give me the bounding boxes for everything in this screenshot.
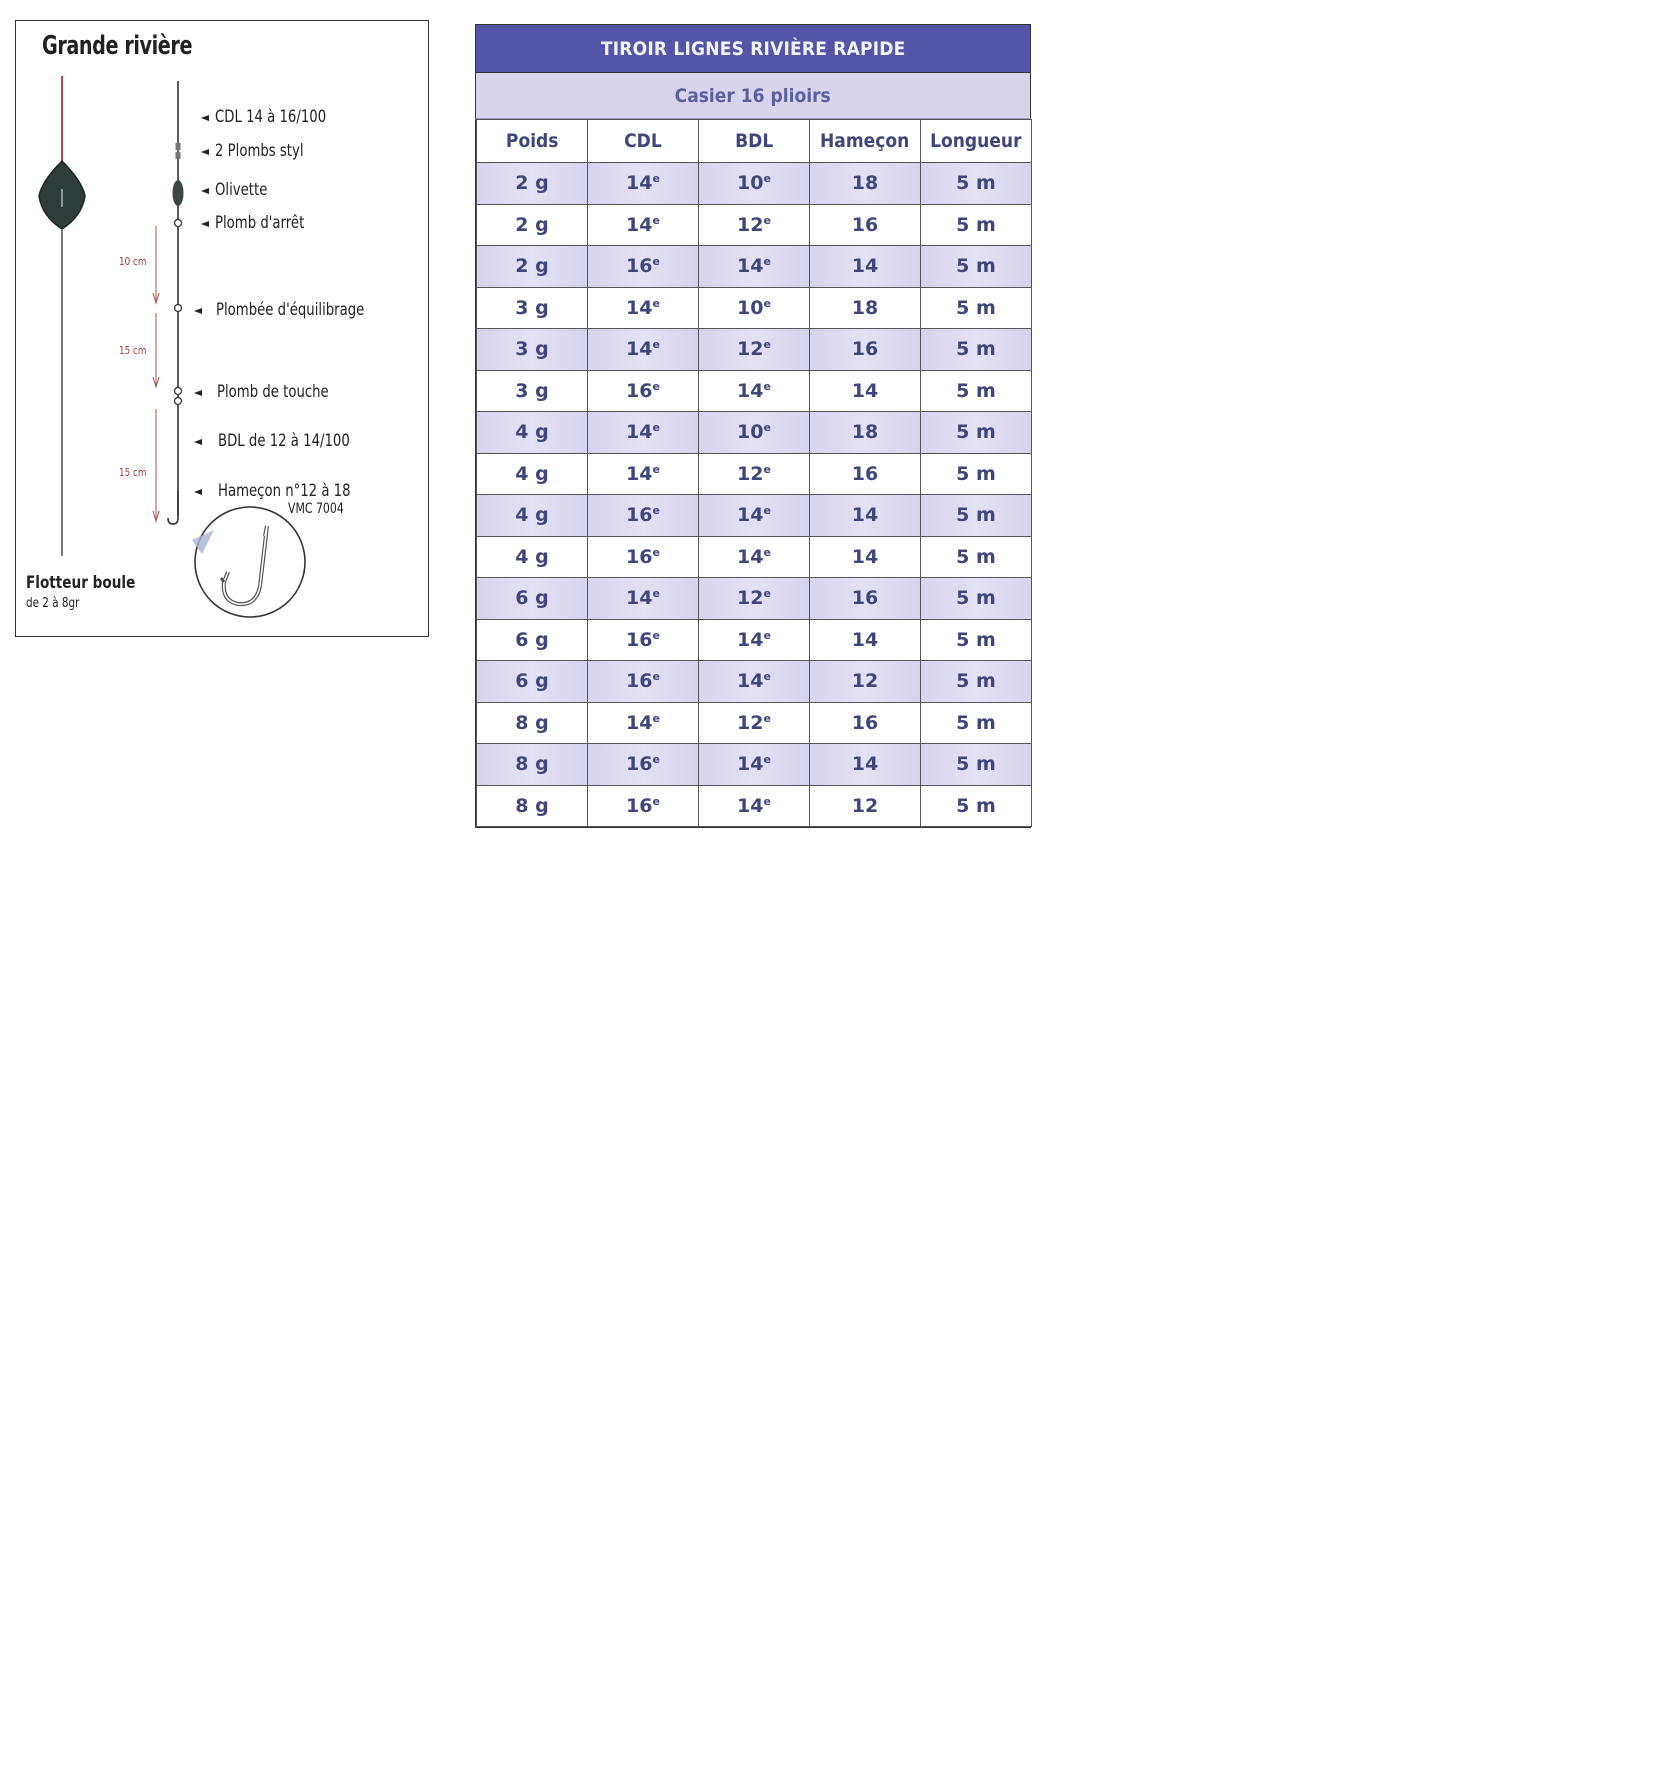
cell-value: 8 g [515, 753, 549, 776]
cell-value: 16 [626, 628, 653, 651]
cell-value: 10 [737, 296, 764, 319]
cell-hamecon [810, 287, 921, 329]
cell-bdl [699, 661, 810, 703]
cell-value: 14 [626, 338, 653, 361]
callout-olivette: Olivette [215, 180, 268, 200]
cell-longueur [921, 163, 1032, 205]
callout-hook-size: Hameçon n°12 à 18 [218, 481, 351, 501]
cell-value: 14 [851, 753, 879, 776]
cell-poids [477, 204, 588, 246]
ordinal-suffix: e [763, 670, 771, 684]
cell-cdl [588, 204, 699, 246]
cell-value: 14 [737, 255, 764, 278]
cell-poids [477, 329, 588, 371]
cell-value: 4 g [515, 462, 549, 485]
ordinal-suffix: e [652, 587, 660, 601]
ordinal-suffix: e [652, 753, 660, 767]
cell-cdl [588, 495, 699, 537]
rig-diagram-panel [15, 20, 429, 637]
ordinal-suffix: e [763, 628, 771, 642]
ordinal-suffix: e [763, 711, 771, 725]
cell-value: 8 g [515, 711, 549, 734]
callout-tell-shot: Plomb de touche [217, 382, 329, 402]
cell-longueur [921, 204, 1032, 246]
callout-balance-shot: Plombée d'équilibrage [216, 300, 365, 320]
ordinal-suffix: e [763, 213, 771, 227]
header-bdl: BDL [699, 120, 810, 163]
callout-arrows [194, 115, 209, 495]
float-range: de 2 à 8gr [26, 596, 80, 611]
ordinal-suffix: e [763, 462, 771, 476]
cell-hamecon [810, 370, 921, 412]
cell-longueur [921, 702, 1032, 744]
table-row [477, 163, 1032, 205]
cell-cdl [588, 163, 699, 205]
table-row [477, 661, 1032, 703]
cell-hamecon [810, 744, 921, 786]
cell-value: 16 [626, 504, 653, 527]
cell-value: 14 [851, 255, 879, 278]
cell-cdl [588, 370, 699, 412]
cell-poids [477, 785, 588, 827]
measure-label: 15 cm [119, 344, 147, 357]
cell-value: 5 m [956, 711, 996, 734]
cell-value: 16 [851, 213, 879, 236]
callout-main-line: CDL 14 à 16/100 [215, 107, 327, 127]
cell-hamecon [810, 246, 921, 288]
cell-value: 14 [851, 379, 879, 402]
cell-poids [477, 744, 588, 786]
cell-bdl [699, 412, 810, 454]
ordinal-suffix: e [652, 545, 660, 559]
cell-value: 14 [626, 172, 653, 195]
cell-cdl [588, 744, 699, 786]
cell-bdl [699, 744, 810, 786]
cell-value: 16 [851, 587, 879, 610]
cell-value: 16 [851, 462, 879, 485]
cell-value: 14 [626, 587, 653, 610]
cell-longueur [921, 495, 1032, 537]
cell-value: 2 g [515, 213, 549, 236]
cell-poids [477, 661, 588, 703]
cell-longueur [921, 412, 1032, 454]
cell-value: 14 [626, 213, 653, 236]
cell-value: 3 g [515, 338, 549, 361]
cell-value: 16 [626, 753, 653, 776]
cell-bdl [699, 163, 810, 205]
stop-shot-icon [175, 220, 182, 227]
ordinal-suffix: e [763, 794, 771, 808]
cell-longueur [921, 287, 1032, 329]
cell-hamecon [810, 785, 921, 827]
cell-cdl [588, 702, 699, 744]
cell-value: 14 [851, 504, 879, 527]
cell-longueur [921, 370, 1032, 412]
cell-value: 5 m [956, 338, 996, 361]
cell-poids [477, 578, 588, 620]
cell-value: 14 [737, 545, 764, 568]
cell-bdl [699, 370, 810, 412]
cell-hamecon [810, 495, 921, 537]
cell-hamecon [810, 578, 921, 620]
cell-value: 5 m [956, 670, 996, 693]
cell-longueur [921, 744, 1032, 786]
cell-poids [477, 370, 588, 412]
cell-cdl [588, 619, 699, 661]
cell-value: 5 m [956, 504, 996, 527]
ordinal-suffix: e [652, 296, 660, 310]
hook-icon [168, 491, 178, 524]
ordinal-suffix: e [652, 172, 660, 186]
cell-cdl [588, 412, 699, 454]
ordinal-suffix: e [652, 504, 660, 518]
ordinal-suffix: e [652, 711, 660, 725]
cell-value: 18 [851, 172, 879, 195]
cell-value: 4 g [515, 545, 549, 568]
cell-bdl [699, 246, 810, 288]
cell-hamecon [810, 163, 921, 205]
ordinal-suffix: e [652, 421, 660, 435]
cell-longueur [921, 578, 1032, 620]
cell-poids [477, 246, 588, 288]
ordinal-suffix: e [652, 670, 660, 684]
tell-shot-icon [175, 398, 182, 405]
table-row [477, 702, 1032, 744]
cell-value: 5 m [956, 794, 996, 817]
header-poids: Poids [477, 120, 588, 163]
cell-bdl [699, 619, 810, 661]
cell-longueur [921, 536, 1032, 578]
table-row [477, 412, 1032, 454]
cell-longueur [921, 661, 1032, 703]
ordinal-suffix: e [763, 379, 771, 393]
cell-poids [477, 453, 588, 495]
callout-hooklength: BDL de 12 à 14/100 [218, 431, 350, 451]
cell-poids [477, 163, 588, 205]
cell-longueur [921, 453, 1032, 495]
cell-poids [477, 619, 588, 661]
cell-value: 16 [626, 670, 653, 693]
cell-bdl [699, 453, 810, 495]
table-row [477, 744, 1032, 786]
cell-value: 12 [851, 794, 879, 817]
cell-poids [477, 495, 588, 537]
table-row [477, 536, 1032, 578]
cell-hamecon [810, 412, 921, 454]
ordinal-suffix: e [652, 628, 660, 642]
ordinal-suffix: e [652, 255, 660, 269]
cell-value: 5 m [956, 545, 996, 568]
table-row [477, 370, 1032, 412]
ordinal-suffix: e [652, 213, 660, 227]
cell-hamecon [810, 204, 921, 246]
rig-table [475, 24, 1031, 828]
cell-longueur [921, 329, 1032, 371]
cell-cdl [588, 329, 699, 371]
cell-value: 12 [737, 587, 764, 610]
cell-cdl [588, 453, 699, 495]
table-row [477, 204, 1032, 246]
ordinal-suffix: e [763, 753, 771, 767]
table-row [477, 453, 1032, 495]
cell-value: 12 [737, 338, 764, 361]
cell-value: 6 g [515, 670, 549, 693]
cell-value: 4 g [515, 504, 549, 527]
cell-longueur [921, 785, 1032, 827]
measure-label: 10 cm [119, 255, 147, 268]
cell-value: 10 [737, 421, 764, 444]
table-row [477, 246, 1032, 288]
table-subtitle: Casier 16 plioirs [475, 72, 1031, 119]
cell-value: 16 [851, 711, 879, 734]
float-name: Flotteur boule [26, 573, 136, 593]
cell-value: 14 [851, 628, 879, 651]
cell-value: 12 [737, 462, 764, 485]
callout-stop-shot: Plomb d'arrêt [215, 213, 305, 233]
cell-value: 5 m [956, 213, 996, 236]
cell-bdl [699, 578, 810, 620]
cell-value: 5 m [956, 587, 996, 610]
cell-value: 14 [737, 794, 764, 817]
cell-value: 14 [626, 296, 653, 319]
cell-value: 16 [626, 545, 653, 568]
cell-value: 10 [737, 172, 764, 195]
ordinal-suffix: e [652, 462, 660, 476]
table-title: TIROIR LIGNES RIVIÈRE RAPIDE [475, 24, 1031, 72]
cell-value: 5 m [956, 379, 996, 402]
cell-value: 3 g [515, 379, 549, 402]
ordinal-suffix: e [652, 794, 660, 808]
ordinal-suffix: e [763, 587, 771, 601]
ordinal-suffix: e [763, 545, 771, 559]
cell-value: 3 g [515, 296, 549, 319]
cell-value: 16 [626, 379, 653, 402]
callout-hook-model: VMC 7004 [288, 501, 344, 517]
styl-weight-icon [176, 152, 181, 159]
cell-longueur [921, 619, 1032, 661]
cell-value: 14 [626, 462, 653, 485]
cell-value: 6 g [515, 628, 549, 651]
cell-value: 2 g [515, 172, 549, 195]
cell-value: 14 [851, 545, 879, 568]
cell-bdl [699, 785, 810, 827]
cell-value: 18 [851, 421, 879, 444]
table-header-row [477, 120, 1032, 163]
table-row [477, 329, 1032, 371]
ordinal-suffix: e [763, 172, 771, 186]
cell-hamecon [810, 619, 921, 661]
cell-value: 5 m [956, 628, 996, 651]
cell-value: 18 [851, 296, 879, 319]
cell-bdl [699, 495, 810, 537]
cell-value: 16 [851, 338, 879, 361]
cell-poids [477, 536, 588, 578]
cell-value: 8 g [515, 794, 549, 817]
cell-value: 12 [737, 711, 764, 734]
tell-shot-icon [175, 388, 182, 395]
cell-value: 5 m [956, 255, 996, 278]
table-row [477, 578, 1032, 620]
cell-hamecon [810, 453, 921, 495]
measure-label: 15 cm [119, 466, 147, 479]
cell-bdl [699, 204, 810, 246]
cell-value: 14 [737, 628, 764, 651]
ordinal-suffix: e [763, 421, 771, 435]
cell-hamecon [810, 661, 921, 703]
cell-poids [477, 412, 588, 454]
cell-poids [477, 287, 588, 329]
cell-hamecon [810, 536, 921, 578]
callout-styl-weights: 2 Plombs styl [215, 141, 304, 161]
cell-value: 14 [626, 711, 653, 734]
ordinal-suffix: e [763, 296, 771, 310]
cell-cdl [588, 536, 699, 578]
cell-cdl [588, 578, 699, 620]
cell-value: 14 [737, 753, 764, 776]
ordinal-suffix: e [763, 338, 771, 352]
header-hamecon: Hameçon [810, 120, 921, 163]
cell-value: 12 [851, 670, 879, 693]
cell-bdl [699, 287, 810, 329]
cell-poids [477, 702, 588, 744]
cell-value: 16 [626, 255, 653, 278]
header-cdl: CDL [588, 120, 699, 163]
cell-value: 16 [626, 794, 653, 817]
cell-cdl [588, 246, 699, 288]
ordinal-suffix: e [763, 504, 771, 518]
cell-value: 5 m [956, 172, 996, 195]
cell-bdl [699, 536, 810, 578]
cell-value: 2 g [515, 255, 549, 278]
cell-value: 4 g [515, 421, 549, 444]
cell-value: 14 [737, 379, 764, 402]
table-row [477, 287, 1032, 329]
rig-table-grid [476, 119, 1032, 827]
diagram-title: Grande rivière [42, 31, 193, 61]
cell-value: 5 m [956, 296, 996, 319]
cell-value: 12 [737, 213, 764, 236]
cell-value: 14 [626, 421, 653, 444]
cell-value: 5 m [956, 421, 996, 444]
cell-value: 5 m [956, 753, 996, 776]
olivette-icon [173, 180, 184, 206]
ordinal-suffix: e [652, 379, 660, 393]
cell-value: 6 g [515, 587, 549, 610]
cell-cdl [588, 661, 699, 703]
table-row [477, 495, 1032, 537]
cell-bdl [699, 329, 810, 371]
balance-shot-icon [175, 305, 182, 312]
cell-cdl [588, 287, 699, 329]
cell-bdl [699, 702, 810, 744]
cell-cdl [588, 785, 699, 827]
styl-weight-icon [176, 143, 181, 150]
table-row [477, 785, 1032, 827]
ordinal-suffix: e [763, 255, 771, 269]
table-row [477, 619, 1032, 661]
cell-value: 14 [737, 504, 764, 527]
ordinal-suffix: e [652, 338, 660, 352]
cell-value: 14 [737, 670, 764, 693]
cell-value: 5 m [956, 462, 996, 485]
cell-longueur [921, 246, 1032, 288]
header-longueur: Longueur [921, 120, 1032, 163]
cell-hamecon [810, 329, 921, 371]
cell-hamecon [810, 702, 921, 744]
